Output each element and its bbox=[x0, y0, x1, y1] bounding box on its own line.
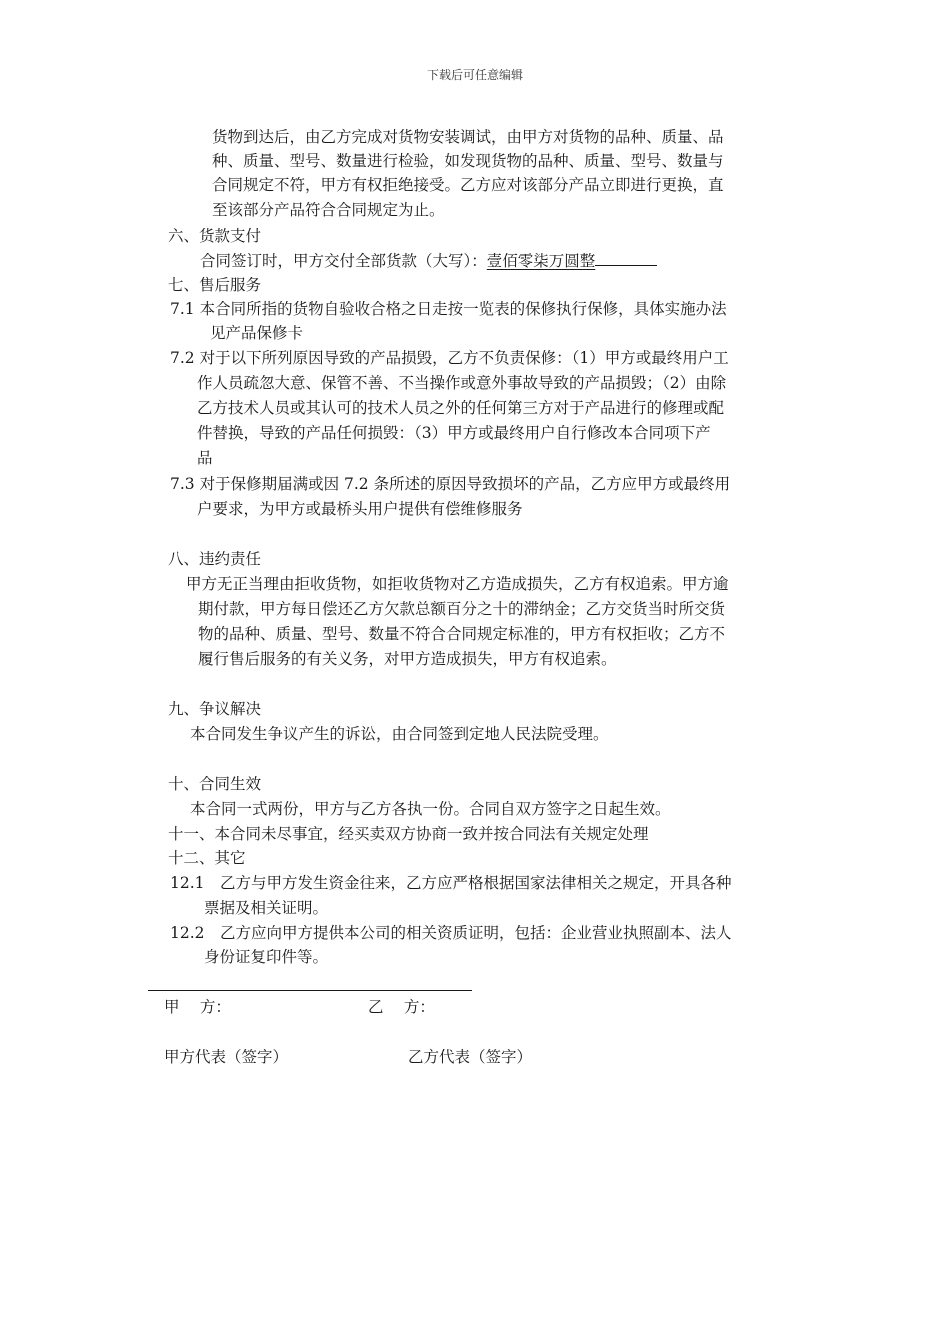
clause-7-2-line-3: 乙方技术人员或其认可的技术人员之外的任何第三方对于产品进行的修理或配 bbox=[197, 399, 725, 417]
section-10-line-1: 本合同一式两份，甲方与乙方各执一份。合同自双方签字之日起生效。 bbox=[190, 800, 671, 818]
section-9-line-1: 本合同发生争议产生的诉讼，由合同签到定地人民法院受理。 bbox=[190, 725, 609, 743]
clause-5-line-3: 合同规定不符，甲方有权拒绝接受。乙方应对该部分产品立即进行更换，直 bbox=[212, 176, 724, 194]
page-header: 下载后可任意编辑 bbox=[426, 68, 523, 82]
clause-12-2-line-1: 12.2 乙方应向甲方提供本公司的相关资质证明，包括：企业营业执照副本、法人 bbox=[170, 924, 732, 942]
section-9-title: 九、争议解决 bbox=[168, 700, 262, 718]
clause-7-2-line-5: 品 bbox=[197, 449, 213, 467]
clause-7-2-line-4: 件替换，导致的产品任何损毁：（3）甲方或最终用户自行修改本合同项下产 bbox=[197, 424, 711, 442]
clause-7-1-line-2: 见产品保修卡 bbox=[210, 324, 304, 342]
clause-7-3-line-2: 户要求，为甲方或最桥头用户提供有偿维修服务 bbox=[197, 500, 523, 518]
party-b-label: 乙 方： bbox=[368, 998, 435, 1016]
clause-12-2-line-2: 身份证复印件等。 bbox=[204, 948, 329, 966]
section-8-title: 八、违约责任 bbox=[168, 550, 262, 568]
party-b-representative: 乙方代表（签字） bbox=[408, 1048, 533, 1066]
section-8-line-3: 物的品种、质量、型号、数量不符合合同规定标准的，甲方有权拒收；乙方不 bbox=[198, 625, 726, 643]
clause-12-1-line-1: 12.1 乙方与甲方发生资金往来，乙方应严格根据国家法律相关之规定，开具各种 bbox=[170, 874, 732, 892]
clause-7-3-line-1: 7.3 对于保修期届满或因 7.2 条所述的原因导致损坏的产品，乙方应甲方或最终用 bbox=[170, 475, 731, 493]
clause-7-2-line-1: 7.2 对于以下所列原因导致的产品损毁，乙方不负责保修：（1）甲方或最终用户工 bbox=[170, 349, 729, 367]
clause-5-line-4: 至该部分产品符合合同规定为止。 bbox=[212, 201, 445, 219]
payment-amount: 壹佰零柒万圆整 bbox=[486, 252, 596, 270]
clause-12-1-line-2: 票据及相关证明。 bbox=[204, 899, 329, 917]
section-12-title: 十二、其它 bbox=[168, 849, 246, 867]
amount-underline bbox=[595, 251, 657, 266]
section-7-title: 七、售后服务 bbox=[168, 276, 262, 294]
section-8-line-2: 期付款，甲方每日偿还乙方欠款总额百分之十的滞纳金；乙方交货当时所交货 bbox=[198, 600, 726, 618]
payment-text: 合同签订时，甲方交付全部货款（大写）： bbox=[200, 252, 487, 270]
clause-5-line-2: 种、质量、型号、数量进行检验，如发现货物的品种、质量、型号、数量与 bbox=[212, 152, 724, 170]
clause-5-line-1: 货物到达后，由乙方完成对货物安装调试，由甲方对货物的品种、质量、品 bbox=[212, 128, 724, 146]
section-10-title: 十、合同生效 bbox=[168, 775, 262, 793]
clause-7-2-line-2: 作人员疏忽大意、保管不善、不当操作或意外事故导致的产品损毁；（2）由除 bbox=[197, 374, 727, 392]
section-11: 十一、本合同未尽事宜，经买卖双方协商一致并按合同法有关规定处理 bbox=[168, 825, 649, 843]
signature-divider bbox=[148, 990, 472, 991]
clause-7-1-line-1: 7.1 本合同所指的货物自验收合格之日走按一览表的保修执行保修，具体实施办法 bbox=[170, 300, 727, 318]
party-a-representative: 甲方代表（签字） bbox=[164, 1048, 289, 1066]
section-6-title: 六、货款支付 bbox=[168, 227, 262, 245]
section-8-line-4: 履行售后服务的有关义务，对甲方造成损失，甲方有权追索。 bbox=[198, 650, 617, 668]
party-a-label: 甲 方： bbox=[164, 998, 231, 1016]
section-8-line-1: 甲方无正当理由拒收货物，如拒收货物对乙方造成损失，乙方有权追索。甲方逾 bbox=[186, 575, 729, 593]
section-6-text bbox=[200, 250, 657, 272]
